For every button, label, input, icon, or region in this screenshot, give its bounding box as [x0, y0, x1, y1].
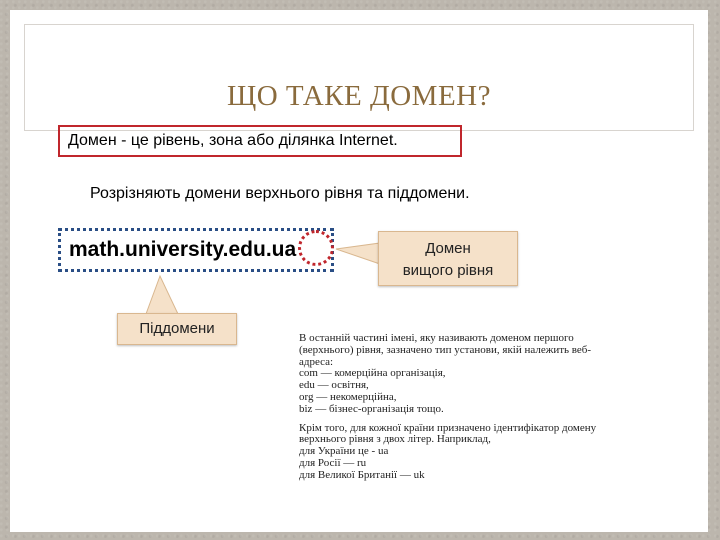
notes-line: edu — освітня,	[299, 379, 369, 392]
notes-paragraph-2	[299, 423, 671, 482]
callout-top-level-domain	[378, 231, 518, 286]
callout-left-pointer	[146, 276, 178, 314]
top-level-domain-highlight	[298, 230, 334, 266]
notes-line: верхнього рівня з двох літер. Наприклад,	[299, 433, 491, 446]
subtitle-text: Розрізняють домени верхнього рівня та піддомени.	[90, 185, 470, 202]
notes-line: адреса:	[299, 355, 334, 368]
domain-example-box	[58, 228, 334, 272]
domain-example-text: math.university.edu.ua	[69, 238, 297, 261]
notes-line: biz — бізнес-організація тощо.	[299, 402, 444, 415]
callout-top-pointer	[336, 243, 380, 264]
notes-line: Крім того, для кожної країни призначено ідентифікатор домену	[299, 421, 597, 434]
notes-line: В останній частині імені, яку називають доменом першого	[299, 332, 574, 344]
notes-line: (верхнього) рівня, зазначено тип установи, якій належить веб-	[299, 343, 592, 356]
callout-top-line-2: вищого рівня	[402, 262, 494, 279]
notes-line: для Великої Британії — uk	[299, 468, 425, 481]
definition-term: Домен	[68, 132, 117, 149]
notes-text	[299, 333, 671, 489]
definition-box	[58, 125, 462, 157]
callout-top-line-1: Домен	[425, 240, 471, 257]
notes-line: для Росії — ru	[299, 456, 367, 469]
definition-text: - це рівень, зона або ділянка Internet.	[116, 132, 398, 149]
notes-line: org — некомерційна,	[299, 390, 397, 403]
notes-line: для України це - ua	[299, 445, 389, 458]
notes-paragraph-1	[299, 333, 671, 416]
notes-line: com — комерційна організація,	[299, 367, 446, 380]
slide-title: ЩО ТАКЕ ДОМЕН?	[226, 80, 491, 112]
callout-subdomains: Піддомени	[117, 313, 237, 345]
